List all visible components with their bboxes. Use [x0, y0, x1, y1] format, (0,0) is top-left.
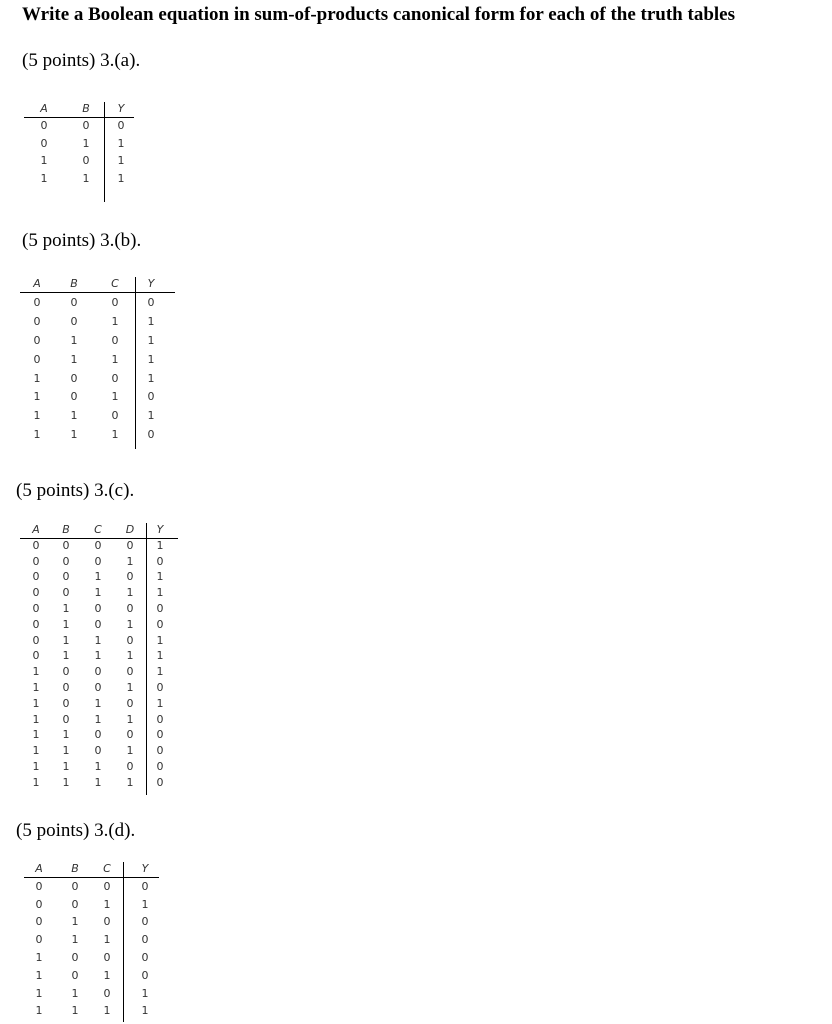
- table-cell: 1: [71, 933, 79, 947]
- table-cell: 1: [35, 968, 43, 982]
- table-cell: 0: [32, 538, 40, 552]
- table-cell: 0: [33, 352, 41, 366]
- table-cell: 1: [33, 390, 41, 404]
- table-cell: 0: [94, 681, 102, 694]
- table-row: [24, 915, 159, 929]
- table-cell: 0: [117, 119, 125, 133]
- table-cell: 0: [82, 154, 90, 168]
- table-row: [20, 744, 178, 758]
- table-cell: 0: [62, 570, 70, 584]
- table-cell: 1: [147, 409, 155, 423]
- table-cell: 0: [32, 554, 40, 568]
- table-cell: 1: [126, 617, 134, 631]
- table-cell: 0: [141, 915, 149, 929]
- column-header-c: C: [111, 277, 119, 290]
- table-cell: 1: [70, 333, 78, 347]
- table-cell: 1: [126, 649, 134, 663]
- table-cell: 1: [111, 314, 119, 328]
- table-cell: 1: [40, 171, 48, 185]
- table-cell: 1: [32, 728, 40, 742]
- truth-table-header: [20, 523, 178, 537]
- table-cell: 0: [62, 586, 70, 600]
- table-cell: 0: [94, 538, 102, 552]
- table-row: [20, 372, 175, 386]
- table-cell: 1: [147, 352, 155, 366]
- column-header-a: A: [35, 862, 43, 875]
- table-cell: 0: [62, 538, 70, 552]
- table-cell: 1: [35, 986, 43, 1000]
- truth-table-header: [24, 102, 134, 116]
- table-cell: 1: [111, 352, 119, 366]
- table-cell: 0: [156, 617, 164, 631]
- table-cell: 0: [156, 554, 164, 568]
- table-row: [20, 634, 178, 648]
- column-header-b: B: [82, 102, 90, 115]
- table-row: [20, 602, 178, 616]
- table-row: [20, 353, 175, 367]
- table-cell: 0: [62, 665, 70, 679]
- table-cell: 0: [156, 744, 164, 758]
- table-cell: 0: [103, 951, 111, 964]
- table-cell: 1: [117, 136, 125, 150]
- table-cell: 1: [156, 665, 164, 679]
- table-cell: 1: [147, 333, 155, 347]
- table-cell: 1: [62, 744, 70, 758]
- table-row: [20, 539, 178, 553]
- table-cell: 1: [111, 428, 119, 442]
- table-row: [20, 586, 178, 600]
- table-cell: 1: [62, 633, 70, 647]
- table-row: [20, 665, 178, 679]
- table-cell: 0: [126, 760, 134, 773]
- table-cell: 0: [156, 602, 164, 615]
- table-cell: 0: [62, 696, 70, 710]
- section-c-label: (5 points) 3.(c).: [16, 480, 135, 501]
- table-cell: 1: [117, 171, 125, 185]
- column-header-y: Y: [141, 862, 149, 875]
- table-cell: 1: [94, 570, 102, 584]
- table-cell: 1: [156, 570, 164, 584]
- table-cell: 0: [103, 915, 111, 929]
- table-cell: 0: [32, 570, 40, 584]
- table-cell: 1: [62, 760, 70, 773]
- table-row: [24, 119, 134, 133]
- table-cell: 1: [32, 665, 40, 679]
- table-cell: 0: [156, 775, 164, 789]
- table-cell: 1: [62, 775, 70, 789]
- truth-table-header: [24, 862, 159, 876]
- table-cell: 0: [71, 897, 79, 911]
- table-cell: 0: [156, 681, 164, 694]
- table-cell: 0: [156, 760, 164, 773]
- table-cell: 0: [126, 602, 134, 615]
- table-row: [20, 296, 175, 310]
- table-cell: 1: [40, 154, 48, 168]
- table-row: [24, 969, 159, 983]
- table-cell: 1: [32, 744, 40, 758]
- table-cell: 0: [32, 586, 40, 600]
- table-cell: 1: [126, 775, 134, 789]
- table-cell: 0: [70, 295, 78, 309]
- table-cell: 0: [126, 696, 134, 710]
- table-cell: 1: [94, 649, 102, 663]
- section-b-label: (5 points) 3.(b).: [22, 230, 142, 251]
- table-cell: 1: [117, 154, 125, 168]
- table-cell: 1: [126, 681, 134, 694]
- table-cell: 0: [70, 314, 78, 328]
- table-cell: 1: [94, 586, 102, 600]
- table-cell: 0: [126, 633, 134, 647]
- table-cell: 1: [70, 352, 78, 366]
- table-cell: 1: [94, 696, 102, 710]
- table-cell: 1: [94, 760, 102, 773]
- table-cell: 0: [35, 915, 43, 929]
- table-row: [20, 390, 175, 404]
- table-cell: 1: [156, 696, 164, 710]
- header-rule: [24, 117, 134, 118]
- table-cell: 0: [126, 728, 134, 742]
- table-cell: 1: [103, 1004, 111, 1018]
- column-header-b: B: [70, 277, 78, 290]
- table-row: [20, 713, 178, 727]
- table-cell: 0: [94, 744, 102, 758]
- table-row: [24, 951, 159, 965]
- table-row: [20, 776, 178, 790]
- table-row: [24, 137, 134, 151]
- table-cell: 1: [94, 775, 102, 789]
- table-cell: 0: [71, 968, 79, 982]
- table-cell: 0: [147, 295, 155, 309]
- table-cell: 0: [35, 933, 43, 947]
- table-cell: 1: [71, 1004, 79, 1018]
- header-rule: [24, 877, 159, 878]
- table-cell: 1: [33, 409, 41, 423]
- table-row: [20, 555, 178, 569]
- table-cell: 1: [32, 712, 40, 726]
- table-cell: 0: [94, 728, 102, 742]
- table-row: [20, 428, 175, 442]
- table-cell: 0: [156, 712, 164, 726]
- table-cell: 1: [32, 760, 40, 773]
- table-cell: 0: [141, 879, 149, 893]
- column-header-y: Y: [147, 277, 155, 290]
- table-cell: 1: [103, 968, 111, 982]
- truth-table-c: [20, 523, 180, 795]
- table-cell: 1: [82, 136, 90, 150]
- table-cell: 1: [33, 428, 41, 442]
- table-cell: 1: [111, 390, 119, 404]
- table-cell: 1: [126, 554, 134, 568]
- output-divider: [104, 102, 105, 202]
- table-cell: 0: [71, 879, 79, 893]
- table-cell: 1: [70, 409, 78, 423]
- column-header-y: Y: [156, 523, 164, 536]
- table-cell: 0: [33, 314, 41, 328]
- header-rule: [20, 292, 175, 293]
- table-cell: 0: [32, 602, 40, 615]
- table-row: [20, 681, 178, 695]
- table-cell: 0: [94, 665, 102, 679]
- table-cell: 1: [32, 696, 40, 710]
- truth-table-header: [20, 277, 175, 291]
- truth-table-d: [24, 862, 164, 1022]
- truth-table-a: [24, 102, 144, 200]
- table-cell: 1: [82, 171, 90, 185]
- table-cell: 1: [126, 586, 134, 600]
- table-cell: 1: [126, 744, 134, 758]
- table-cell: 1: [141, 1004, 149, 1018]
- table-cell: 1: [94, 712, 102, 726]
- table-row: [20, 618, 178, 632]
- table-cell: 1: [141, 986, 149, 1000]
- table-cell: 0: [70, 371, 78, 385]
- table-cell: 1: [33, 371, 41, 385]
- table-row: [24, 898, 159, 912]
- table-row: [24, 933, 159, 947]
- table-row: [20, 649, 178, 663]
- column-header-b: B: [71, 862, 79, 875]
- truth-table-b: [20, 277, 180, 449]
- table-cell: 1: [156, 649, 164, 663]
- table-cell: 0: [126, 665, 134, 679]
- table-row: [20, 760, 178, 774]
- table-row: [24, 880, 159, 894]
- table-row: [20, 728, 178, 742]
- column-header-a: A: [33, 277, 41, 290]
- table-cell: 1: [62, 617, 70, 631]
- table-cell: 0: [141, 933, 149, 947]
- table-cell: 1: [35, 951, 43, 964]
- table-cell: 0: [62, 681, 70, 694]
- table-cell: 0: [40, 136, 48, 150]
- table-cell: 0: [62, 554, 70, 568]
- table-cell: 1: [62, 649, 70, 663]
- table-cell: 1: [156, 633, 164, 647]
- table-cell: 1: [147, 371, 155, 385]
- table-cell: 1: [156, 586, 164, 600]
- table-cell: 0: [94, 602, 102, 615]
- table-cell: 1: [141, 897, 149, 911]
- column-header-d: D: [125, 523, 135, 536]
- table-cell: 0: [94, 617, 102, 631]
- table-cell: 0: [62, 712, 70, 726]
- table-cell: 1: [147, 314, 155, 328]
- table-row: [20, 334, 175, 348]
- table-row: [24, 987, 159, 1001]
- table-cell: 0: [126, 570, 134, 584]
- table-cell: 1: [70, 428, 78, 442]
- table-cell: 0: [33, 333, 41, 347]
- table-cell: 0: [111, 371, 119, 385]
- column-header-a: A: [40, 102, 48, 115]
- table-cell: 1: [94, 633, 102, 647]
- column-header-a: A: [32, 523, 40, 536]
- table-cell: 1: [103, 897, 111, 911]
- table-cell: 0: [111, 295, 119, 309]
- table-cell: 0: [40, 119, 48, 133]
- column-header-c: C: [103, 862, 111, 875]
- table-cell: 1: [35, 1004, 43, 1018]
- table-cell: 0: [71, 951, 79, 964]
- table-cell: 0: [35, 879, 43, 893]
- table-cell: 1: [32, 775, 40, 789]
- table-cell: 0: [82, 119, 90, 133]
- table-row: [20, 570, 178, 584]
- table-cell: 0: [111, 409, 119, 423]
- table-row: [24, 154, 134, 168]
- table-row: [20, 315, 175, 329]
- table-cell: 1: [156, 538, 164, 552]
- table-cell: 0: [94, 554, 102, 568]
- page-heading: Write a Boolean equation in sum-of-products canonical form for each of the truth tables: [22, 4, 736, 25]
- column-header-y: Y: [117, 102, 125, 115]
- table-cell: 0: [35, 897, 43, 911]
- table-cell: 0: [70, 390, 78, 404]
- table-cell: 0: [103, 986, 111, 1000]
- table-cell: 0: [147, 428, 155, 442]
- table-cell: 0: [32, 649, 40, 663]
- table-cell: 1: [62, 728, 70, 742]
- table-row: [20, 409, 175, 423]
- table-cell: 0: [141, 968, 149, 982]
- table-cell: 0: [147, 390, 155, 404]
- table-cell: 1: [71, 986, 79, 1000]
- table-cell: 0: [156, 728, 164, 742]
- section-d-label: (5 points) 3.(d).: [16, 820, 136, 841]
- table-cell: 0: [111, 333, 119, 347]
- table-cell: 0: [33, 295, 41, 309]
- table-row: [24, 1004, 159, 1018]
- column-header-c: C: [94, 523, 102, 536]
- table-cell: 0: [32, 633, 40, 647]
- table-row: [24, 172, 134, 186]
- section-a-label: (5 points) 3.(a).: [22, 50, 141, 71]
- column-header-b: B: [62, 523, 70, 536]
- table-cell: 1: [103, 933, 111, 947]
- table-row: [20, 697, 178, 711]
- table-cell: 0: [126, 538, 134, 552]
- table-cell: 1: [62, 602, 70, 615]
- table-cell: 0: [32, 617, 40, 631]
- table-cell: 1: [32, 681, 40, 694]
- table-cell: 0: [141, 951, 149, 964]
- table-cell: 1: [71, 915, 79, 929]
- table-cell: 0: [103, 879, 111, 893]
- table-cell: 1: [126, 712, 134, 726]
